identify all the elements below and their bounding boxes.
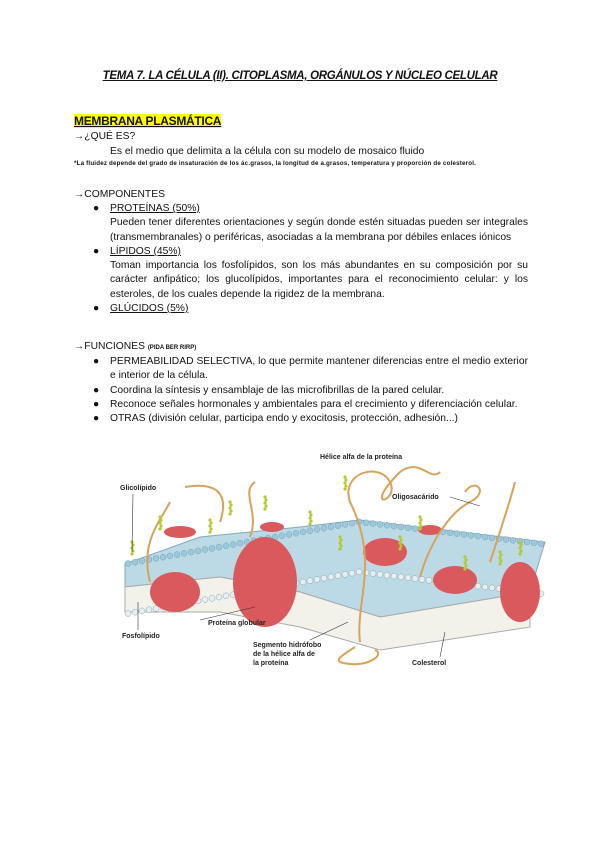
phospholipid-head (314, 526, 320, 532)
label-segmento-3: la proteína (253, 660, 289, 667)
sugar-unit (399, 538, 402, 541)
phospholipid-head (139, 558, 145, 564)
component-text: Pueden tener diferentes orientaciones y según donde estén situadas pueden ser integrales (transmembranales) o periféricas, asociadas a la membrana por débiles enlaces iónicos (110, 217, 528, 243)
phospholipid-head (300, 579, 306, 585)
phospholipid-head (356, 569, 362, 575)
phospholipid-head (363, 520, 369, 526)
component-text: Toman importancia los fosfolípidos, son los más abundantes en su composición por su carácter anfipático; los glucolípidos, importantes para el reconocimiento celular: y los esteroles, de los cuales depende la rigidez de la membrana. (110, 260, 528, 300)
sugar-unit (158, 515, 161, 518)
phospholipid-head (286, 531, 292, 537)
sugar-unit (209, 527, 212, 530)
protein-chain (185, 486, 223, 522)
sugar-unit (519, 543, 522, 546)
protein-globular (233, 537, 297, 627)
sugar-unit (343, 487, 346, 490)
label-segmento-2: de la hélice alfa de (253, 651, 315, 658)
phospholipid-head (153, 555, 159, 561)
phospholipid-head (503, 537, 509, 543)
phospholipid-head (426, 577, 432, 583)
protein (164, 526, 196, 538)
sugar-unit (398, 541, 401, 544)
component-item (93, 245, 528, 302)
phospholipid-head (321, 525, 327, 531)
sugar-unit (498, 562, 501, 565)
sugar-unit (228, 506, 231, 509)
phospholipid-head (125, 610, 131, 616)
sugar-unit (208, 518, 211, 521)
sugar-unit (498, 550, 501, 553)
cell-membrane-figure (100, 442, 560, 682)
bullet: ● (93, 356, 100, 367)
phospholipid-head (510, 537, 516, 543)
protein (260, 522, 284, 532)
sugar-unit (228, 512, 231, 515)
section-heading: MEMBRANA PLASMÁTICA (74, 114, 222, 128)
sugar-unit (208, 530, 211, 533)
sugar-unit (229, 509, 232, 512)
sugar-unit (158, 527, 161, 530)
sugar-unit (463, 555, 466, 558)
phospholipid-head (202, 597, 208, 603)
phospholipid-head (125, 560, 131, 566)
sugar-unit (418, 515, 421, 518)
phospholipid-head (174, 552, 180, 558)
sugar-unit (498, 556, 501, 559)
phospholipid-head (188, 549, 194, 555)
phospholipid-head (293, 530, 299, 536)
sugar-unit (338, 541, 341, 544)
phospholipid-head (482, 584, 488, 590)
phospholipid-head (132, 559, 138, 565)
phospholipid-head (202, 547, 208, 553)
funcion-item (93, 398, 528, 412)
sugar-unit (309, 513, 312, 516)
sugar-unit (398, 547, 401, 550)
phospholipid-head (405, 525, 411, 531)
phospholipid-head (328, 574, 334, 580)
phospholipid-head (321, 575, 327, 581)
sugar-unit (159, 524, 162, 527)
sugar-unit (518, 546, 521, 549)
sugar-unit (309, 519, 312, 522)
phospholipid-head (328, 524, 334, 530)
sugar-unit (308, 510, 311, 513)
phospholipid-head (139, 608, 145, 614)
sugar-unit (398, 535, 401, 538)
protein-chain (249, 482, 255, 537)
protein (433, 566, 477, 594)
label-proteina-globular: Proteína globular (208, 620, 266, 627)
protein (500, 562, 540, 622)
phospholipid-head (391, 573, 397, 579)
phospholipid-head (314, 576, 320, 582)
phospholipid-head (398, 574, 404, 580)
bullet: ● (93, 398, 100, 410)
sugar-unit (158, 521, 161, 524)
sugar-unit (264, 498, 267, 501)
phospholipid-head (482, 534, 488, 540)
sugar-unit (464, 558, 467, 561)
phospholipid-head (349, 520, 355, 526)
funcion-text: PERMEABILIDAD SELECTIVA, lo que permite mantener diferencias entre el medio exterior e interior de la célula. (110, 356, 528, 382)
sugar-unit (263, 501, 266, 504)
sugar-unit (519, 549, 522, 552)
component-item (93, 202, 528, 245)
label-fosfolipido: Fosfolípido (122, 633, 160, 640)
phospholipid-head (370, 521, 376, 527)
sugar-unit (208, 524, 211, 527)
phospholipid-head (531, 540, 537, 546)
sugar-unit (159, 518, 162, 521)
phospholipid-head (384, 522, 390, 528)
component-label: LÍPIDOS (45%) (110, 245, 181, 257)
funcion-text: OTRAS (división celular, participa endo y exocitosis, protección, adhesión...) (110, 413, 458, 425)
protein (150, 572, 200, 612)
label-colesterol: Colesterol (412, 660, 447, 667)
phospholipid-head (342, 521, 348, 527)
funcion-text: Reconoce señales hormonales y ambientales para el crecimiento y diferenciación celular. (110, 398, 518, 410)
sugar-unit (463, 567, 466, 570)
phospholipid-head (335, 573, 341, 579)
phospholipid-head (419, 576, 425, 582)
sugar-unit (419, 518, 422, 521)
sugar-unit (344, 484, 347, 487)
label-helice-alfa: Hélice alfa de la proteína (320, 454, 403, 461)
sugar-unit (464, 564, 467, 567)
phospholipid-head (167, 553, 173, 559)
phospholipid-head (524, 539, 530, 545)
phospholipid-head (454, 531, 460, 537)
phospholipid-head (307, 578, 313, 584)
phospholipid-head (195, 548, 201, 554)
phospholipid-head (384, 572, 390, 578)
phospholipid-head (237, 540, 243, 546)
bullet: ● (93, 303, 100, 315)
sugar-unit (418, 521, 421, 524)
sugar-unit (264, 504, 267, 507)
funcion-text: Coordina la síntesis y ensamblaje de las microfibrillas de la pared celular. (110, 384, 445, 396)
sugar-unit (343, 475, 346, 478)
component-item (93, 302, 528, 316)
funcion-item (93, 384, 528, 398)
phospholipid-head (146, 607, 152, 613)
que-es-text: Es el medio que delimita a la célula con su modelo de mosaico fluido (110, 146, 425, 157)
label-glucolipido: Glicolípido (120, 485, 157, 492)
phospholipid-head (216, 544, 222, 550)
funciones-title: →FUNCIONES (74, 341, 145, 352)
label-segmento-1: Segmento hidrófobo (253, 642, 322, 649)
sugar-unit (344, 478, 347, 481)
sugar-unit (463, 561, 466, 564)
sugar-unit (338, 547, 341, 550)
phospholipid-head (398, 524, 404, 530)
sugar-unit (308, 516, 311, 519)
sugar-unit (263, 507, 266, 510)
phospholipid-head (489, 585, 495, 591)
sugar-unit (338, 535, 341, 538)
phospholipid-head (405, 575, 411, 581)
sugar-unit (228, 500, 231, 503)
sugar-unit (399, 544, 402, 547)
phospholipid-head (342, 571, 348, 577)
phospholipid-head (223, 543, 229, 549)
phospholipid-head (377, 521, 383, 527)
funciones-mnemonic: (PIDA BER RIRP) (147, 345, 197, 351)
phospholipid-head (468, 532, 474, 538)
fluidity-note: *La fluidez depende del grado de insaturación de los ác.grasos, la longitud de a.grasos, temperatura y proporción de colesterol. (74, 160, 477, 167)
phospholipid-head (412, 526, 418, 532)
phospholipid-head (300, 529, 306, 535)
componentes-list (93, 202, 528, 316)
sugar-unit (419, 524, 422, 527)
phospholipid-head (335, 523, 341, 529)
phospholipid-head (209, 545, 215, 551)
phospholipid-head (216, 594, 222, 600)
funcion-item (93, 412, 528, 426)
sugar-unit (343, 481, 346, 484)
phospholipid-head (538, 541, 544, 547)
sugar-unit (339, 538, 342, 541)
sugar-unit (339, 544, 342, 547)
phospholipid-head (223, 593, 229, 599)
protein-chain (339, 647, 378, 664)
phospholipid-head (475, 533, 481, 539)
component-label: GLÚCIDOS (5%) (110, 303, 189, 315)
bullet: ● (93, 413, 100, 425)
sugar-unit (263, 495, 266, 498)
sugar-unit (418, 527, 421, 530)
phospholipid-head (447, 530, 453, 536)
phospholipid-head (391, 523, 397, 529)
sugar-unit (499, 553, 502, 556)
sugar-unit (308, 522, 311, 525)
funcion-item (93, 355, 528, 384)
que-es-heading: →¿QUÉ ES? (74, 131, 136, 142)
phospholipid-head (160, 554, 166, 560)
label-oligosacarido: Oligosacárido (392, 494, 439, 501)
sugar-unit (130, 552, 133, 555)
phospholipid-head (230, 542, 236, 548)
sugar-unit (499, 559, 502, 562)
componentes-heading: →COMPONENTES (74, 189, 165, 200)
bullet: ● (93, 384, 100, 396)
phospholipid-head (370, 571, 376, 577)
phospholipid-head (307, 528, 313, 534)
phospholipid-head (412, 576, 418, 582)
funciones-heading (74, 340, 196, 355)
phospholipid-head (349, 570, 355, 576)
phospholipid-head (132, 609, 138, 615)
phospholipid-head (181, 550, 187, 556)
bullet: ● (93, 245, 100, 257)
document-title: TEMA 7. LA CÉLULA (II). CITOPLASMA, ORGÁNULOS Y NÚCLEO CELULAR (102, 70, 498, 82)
phospholipid-head (279, 533, 285, 539)
component-label: PROTEÍNAS (50%) (110, 203, 200, 214)
sugar-unit (209, 521, 212, 524)
bullet: ● (93, 203, 100, 214)
phospholipid-head (209, 595, 215, 601)
sugar-unit (229, 503, 232, 506)
phospholipid-head (377, 571, 383, 577)
phospholipid-head (489, 535, 495, 541)
sugar-unit (518, 540, 521, 543)
sugar-unit (518, 552, 521, 555)
funciones-list (93, 355, 528, 426)
phospholipid-head (461, 531, 467, 537)
